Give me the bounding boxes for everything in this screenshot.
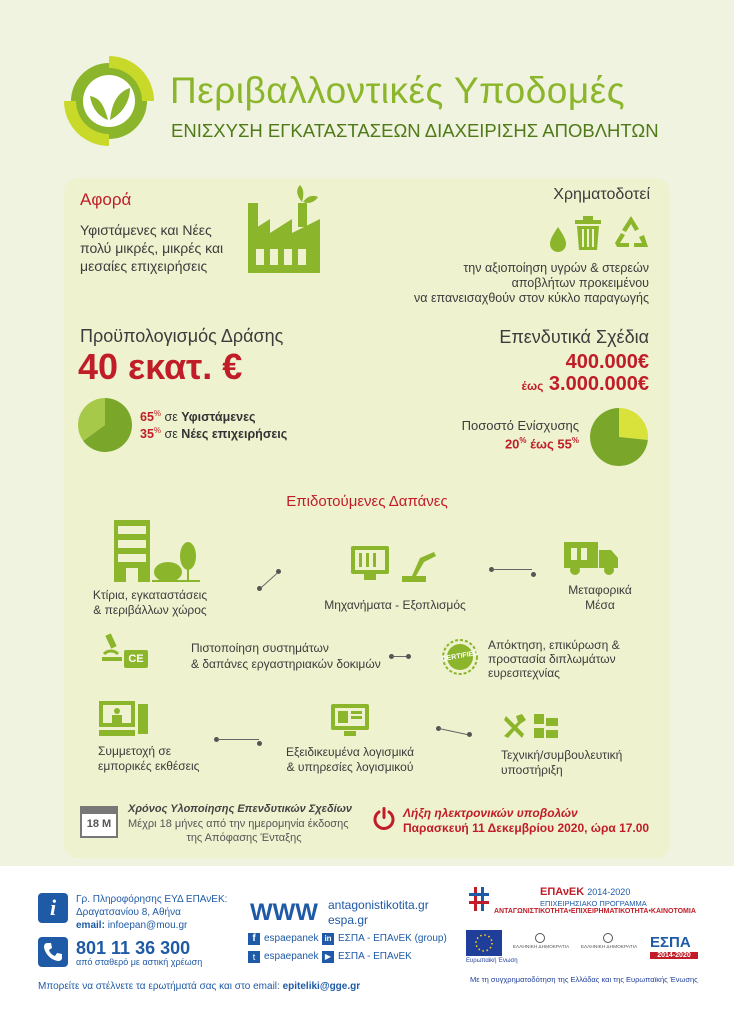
connector-dot — [276, 569, 281, 574]
budget-split-1 — [140, 409, 256, 424]
aid-range — [505, 436, 579, 451]
exp-cert-2: & δαπάνες εργαστηριακών δοκιμών — [191, 657, 381, 671]
pct2-pre: σε — [164, 427, 178, 442]
exp-cert-1: Πιστοποίηση συστημάτων — [191, 641, 329, 655]
greek-emblem-icon-2 — [603, 933, 613, 943]
pct1-pre: σε — [164, 410, 178, 425]
afora-heading: Αφορά — [80, 190, 132, 209]
phone-number[interactable]: 801 11 36 300 — [76, 938, 191, 958]
twitter-icon: t — [248, 951, 260, 963]
pct2-label: Νέες επιχειρήσεις — [181, 427, 288, 442]
email-link[interactable]: infoepan@mou.gr — [107, 920, 188, 931]
tools-icon — [502, 712, 560, 745]
timing-line2: της Απόφασης Ένταξης — [186, 832, 302, 844]
questions-line — [38, 981, 360, 992]
aid-pie-chart — [590, 408, 648, 466]
deadline-date: Παρασκευή 11 Δεκεμβρίου 2020, ώρα 17.00 — [403, 821, 650, 835]
timing-heading: Χρόνος Υλοποίησης Επενδυτικών Σχεδίων — [128, 803, 353, 815]
phone-icon — [38, 937, 68, 967]
plans-min: 400.000€ — [565, 351, 649, 373]
site-link-2[interactable]: espa.gr — [328, 913, 369, 927]
budget-pie-chart — [78, 398, 132, 452]
aid-to: έως — [530, 436, 554, 452]
espa-name: ΕΣΠΑ — [650, 934, 691, 951]
trash-icon — [573, 214, 603, 257]
email-label: email: — [76, 920, 105, 931]
funds-heading: Χρηματοδοτεί — [553, 186, 650, 203]
page-subtitle: ΕΝΙΣΧΥΣΗ ΕΓΚΑΤΑΣΤΑΣΕΩΝ ΔΙΑΧΕΙΡΙΣΗΣ ΑΠΟΒΛΗΤΩΝ — [171, 120, 659, 141]
www-label: WWW — [250, 899, 318, 926]
exhibition-icon — [98, 700, 150, 743]
eu-label: Ευρωπαϊκή Ένωση — [466, 958, 518, 964]
budget-amount: 40 εκατ. € — [78, 346, 243, 387]
questions-pre: Μπορείτε να στέλνετε τα ερωτήματά σας και στο email: — [38, 981, 280, 992]
pct1-sup: % — [153, 409, 162, 418]
exp-transport-2: Μέσα — [585, 598, 615, 612]
aid-sup2: % — [571, 436, 579, 445]
pie-slice-min — [619, 408, 648, 440]
office-email[interactable] — [76, 920, 187, 931]
site-link-1[interactable]: antagonistikotita.gr — [328, 898, 429, 912]
aid-from: 20 — [504, 436, 520, 452]
pct1-value: 65 — [140, 410, 154, 425]
logo — [58, 50, 160, 152]
certified-label: CERTIFIED — [441, 649, 479, 664]
exp-patents-2: προστασία διπλωμάτων — [488, 652, 616, 666]
plans-max-row — [522, 373, 649, 396]
connector-dot — [257, 741, 262, 746]
exp-software-1: Εξειδικευμένα λογισμικά — [285, 745, 415, 759]
timing-line1: Μέχρι 18 μήνες από την ημερομηνία έκδοσης — [128, 818, 349, 830]
expenses-heading: Επιδοτούμενες Δαπάνες — [286, 493, 448, 510]
budget-heading: Προϋπολογισμός Δράσης — [80, 326, 284, 346]
funds-line3: να επανεισαχθούν στον κύκλο παραγωγής — [414, 291, 649, 305]
afora-line3: μεσαίες επιχειρήσεις — [80, 258, 208, 274]
pct2-sup: % — [153, 426, 162, 435]
pct1-label: Υφιστάμενες — [181, 410, 256, 425]
exp-support-1: Τεχνική/συμβουλευτική — [501, 748, 623, 762]
greek-emblem-icon-1 — [535, 933, 545, 943]
calendar-icon — [80, 806, 118, 838]
connector-dot — [467, 732, 472, 737]
exp-buildings-2: & περιβάλλων χώρος — [93, 603, 207, 617]
aid-label: Ποσοστό Ενίσχυσης — [461, 418, 579, 433]
machinery-icon — [350, 544, 442, 589]
truck-icon — [563, 540, 619, 581]
phone-note: από σταθερό με αστική χρέωση — [76, 957, 203, 967]
twitter-link[interactable]: espaepanek — [264, 951, 319, 962]
youtube-link[interactable]: ΕΣΠΑ - ΕΠΑνΕΚ — [338, 951, 412, 962]
facebook-link[interactable]: espaepanek — [264, 933, 319, 944]
epanek-name: ΕΠΑνΕΚ — [540, 886, 585, 898]
questions-email[interactable]: epiteliki@gge.gr — [282, 981, 361, 992]
connector-line — [217, 739, 259, 740]
exp-patents-3: ευρεσιτεχνίας — [488, 666, 560, 680]
funds-line1: την αξιοποίηση υγρών & στερεών — [463, 261, 649, 275]
exp-fairs-1: Συμμετοχή σε — [98, 744, 172, 758]
deadline-heading: Λήξη ηλεκτρονικών υποβολών — [403, 806, 578, 820]
ce-badge: CE — [124, 650, 148, 668]
eu-flag-icon — [466, 930, 502, 956]
connector-line — [492, 569, 532, 570]
gr-label-2: ΕΛΛΗΝΙΚΗ ΔΗΜΟΚΡΑΤΙΑ — [580, 945, 638, 950]
exp-software-2: & υπηρεσίες λογισμικού — [286, 760, 414, 774]
recycle-icon — [612, 213, 650, 256]
pct2-value: 35 — [140, 427, 154, 442]
exp-patents-1: Απόκτηση, επικύρωση & — [488, 638, 620, 652]
calendar-badge: 18 M — [86, 818, 112, 830]
espa-years: 2014-2020 — [650, 952, 698, 959]
drop-icon — [548, 226, 568, 257]
exp-transport-1: Μεταφορικά — [568, 583, 632, 597]
plans-heading: Επενδυτικά Σχέδια — [499, 327, 649, 347]
plans-to: έως — [521, 379, 544, 393]
office-line2: Δραγατσανίου 8, Αθήνα — [76, 907, 181, 918]
info-icon: i — [38, 893, 68, 923]
exp-buildings-1: Κτίρια, εγκαταστάσεις — [92, 588, 208, 602]
epanek-years: 2014-2020 — [587, 887, 631, 897]
linkedin-link[interactable]: ΕΣΠΑ - ΕΠΑνΕΚ (group) — [338, 933, 447, 944]
factory-icon — [246, 183, 322, 275]
budget-split-2 — [140, 426, 287, 441]
cofund-line: Με τη συγχρηματοδότηση της Ελλάδας και της Ευρωπαϊκής Ένωσης — [470, 975, 698, 984]
youtube-icon: ▶ — [322, 951, 334, 963]
connector-dot — [531, 572, 536, 577]
aid-sup1: % — [519, 436, 527, 445]
facebook-icon: f — [248, 933, 260, 945]
linkedin-icon: in — [322, 933, 334, 945]
epanek-hash-icon — [468, 886, 490, 917]
epanek-sub1: ΕΠΙΧΕΙΡΗΣΙΑΚΟ ΠΡΟΓΡΑΜΜΑ — [540, 899, 647, 908]
espa-logo — [648, 934, 702, 964]
office-line1: Γρ. Πληροφόρησης ΕΥΔ ΕΠΑνΕΚ: — [76, 894, 228, 905]
microscope-icon — [100, 632, 124, 667]
building-icon — [112, 516, 202, 589]
afora-line2: πολύ μικρές, μικρές και — [80, 240, 224, 256]
software-monitor-icon — [330, 703, 370, 742]
plans-max: 3.000.000€ — [548, 373, 649, 395]
aid-max: 55 — [557, 436, 572, 452]
exp-machinery: Μηχανήματα - Εξοπλισμός — [324, 598, 466, 612]
funds-line2: αποβλήτων προκειμένου — [511, 276, 649, 290]
epanek-title — [540, 886, 630, 898]
epanek-sub2: ΑΝΤΑΓΩΝΙΣΤΙΚΟΤΗΤΑ•ΕΠΙΧΕΙΡΗΜΑΤΙΚΟΤΗΤΑ•ΚΑΙΝΟΤΟΜΙΑ — [494, 908, 696, 915]
gr-label-1: ΕΛΛΗΝΙΚΗ ΔΗΜΟΚΡΑΤΙΑ — [512, 945, 570, 950]
page-title: Περιβαλλοντικές Υποδομές — [170, 70, 626, 111]
afora-line1: Υφιστάμενες και Νέες — [80, 222, 212, 238]
connector-dot — [406, 654, 411, 659]
exp-fairs-2: εμπορικές εκθέσεις — [98, 759, 200, 773]
exp-support-2: υποστήριξη — [501, 763, 563, 777]
power-icon — [372, 806, 396, 837]
